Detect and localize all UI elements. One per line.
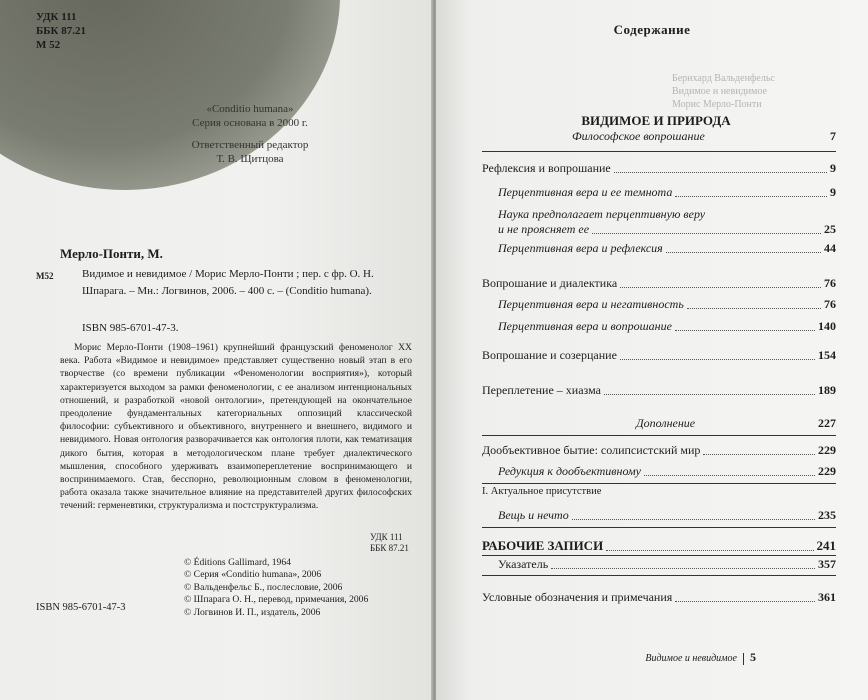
editor-name: Т. В. Щитцова — [216, 153, 284, 165]
toc-entry-label: Переплетение – хиазма — [482, 383, 601, 397]
toc-entry-label: Вопрошание и созерцание — [482, 348, 617, 362]
toc-entry-label: Дополнение — [636, 416, 696, 430]
toc-entry[interactable] — [498, 185, 836, 200]
divider — [482, 435, 836, 436]
copyright-line: © Шпарага О. Н., перевод, примечания, 2006 — [184, 594, 369, 606]
toc-entry-page: 140 — [818, 319, 836, 333]
toc-entry-label: Перцептивная вера и ее темнота — [498, 185, 673, 199]
bbk-line: ББК 87.21 — [36, 25, 87, 37]
running-title: Видимое и невидимое — [645, 653, 737, 664]
abstract-text: Морис Мерло-Понти (1908–1961) крупнейший французский феноменолог XX века. Работа «Видимое и невидимое» представляет существенно новый этап в его творчестве (со времени публикации «Феноменологии восприятия»), который характеризуется выходом за рамки феноменологии, с ее анализом интенциональных отношений, и разработкой «новой онтологии», претендующей на окончательное преодоление фундаментальных категориальных оппозиций классической философии: субъективного и объективного, внутреннего и внешнего, видимого и невидимого. Новая онтология разворачивается как онтология плоти, как тематизация дикого бытия, которая в методологическом плане требует диалектического мышления, способного удерживать взаимопереплетение воспринимающего и воспринимаемого. Став, бесспорно, революционным словом в феноменологии, работа оказала также значительное влияние на представителей других философских течений: герменевтики, структурализма и постструктурализма. — [60, 342, 412, 512]
toc-entry[interactable] — [482, 161, 836, 176]
toc-entry-page: 9 — [830, 185, 836, 199]
ghost-line: Видимое и невидимое — [672, 86, 767, 97]
toc-entry-page: 76 — [824, 297, 836, 311]
toc-entry-label: Наука предполагает перцептивную веру — [498, 207, 706, 221]
toc-entry-page: 154 — [818, 348, 836, 362]
toc-entry[interactable] — [482, 348, 836, 363]
toc-entry-page: 9 — [830, 161, 836, 175]
toc-entry[interactable] — [636, 416, 836, 431]
toc-entry-label: РАБОЧИЕ ЗАПИСИ — [482, 538, 604, 553]
toc-entry[interactable] — [498, 464, 836, 479]
copyright-line: © Серия «Conditio humana», 2006 — [184, 569, 322, 581]
divider — [482, 151, 836, 152]
divider — [482, 483, 836, 484]
editor-role: Ответственный редактор — [191, 139, 309, 151]
toc-entry[interactable] — [498, 557, 836, 572]
toc-entry-page: 25 — [824, 222, 836, 236]
footer-separator — [743, 653, 744, 665]
toc-entry[interactable] — [482, 486, 836, 497]
leader-dots — [606, 550, 813, 551]
isbn-line: ISBN 985-6701-47-3. — [82, 322, 179, 334]
leader-dots — [666, 252, 821, 253]
toc-entry-label: и не проясняет ее — [498, 222, 590, 236]
toc-entry-page: 227 — [818, 416, 836, 430]
part-title: ВИДИМОЕ И ПРИРОДА — [581, 113, 731, 128]
author-heading: Мерло-Понти, М. — [60, 246, 163, 261]
copyright-list — [184, 557, 424, 619]
right-page — [436, 0, 868, 700]
toc-entry-label: Перцептивная вера и вопрошание — [498, 319, 672, 333]
author-code-line: М 52 — [36, 39, 61, 51]
leader-dots — [703, 454, 815, 455]
toc-entry-label: Перцептивная вера и негативность — [498, 297, 684, 311]
toc-entry-page: 361 — [818, 590, 836, 604]
toc-entry-label: Вопрошание и диалектика — [482, 276, 618, 290]
ghost-line: Бернхард Вальденфельс — [672, 73, 775, 84]
toc-entry-page: 241 — [816, 538, 836, 553]
toc-entry-page: 44 — [824, 241, 836, 255]
udk-block — [36, 10, 86, 52]
toc-entry-label: Перцептивная вера и рефлексия — [498, 241, 663, 255]
copyright-line: © Логвинов И. П., издатель, 2006 — [184, 606, 321, 618]
udk-small — [370, 532, 409, 554]
toc-entry-label: Вещь и нечто — [498, 508, 569, 522]
left-page — [0, 0, 433, 700]
toc-entry[interactable] — [482, 383, 836, 398]
divider — [482, 575, 836, 576]
leader-dots — [675, 601, 815, 602]
udk-small-line: УДК 111 — [370, 532, 403, 542]
toc-entry[interactable] — [498, 297, 836, 312]
leader-dots — [614, 172, 827, 173]
divider — [482, 527, 836, 528]
leader-dots — [592, 233, 821, 234]
toc-entry[interactable] — [498, 222, 836, 237]
catalog-code: М52 — [36, 271, 54, 281]
leader-dots — [620, 359, 815, 360]
toc-entry-label: Указатель — [498, 557, 549, 571]
series-name: «Conditio humana» — [206, 103, 294, 115]
toc-entry-page: 229 — [818, 443, 836, 457]
toc-entry[interactable] — [498, 207, 836, 222]
toc-entry[interactable] — [482, 538, 836, 554]
series-block — [150, 102, 350, 166]
leader-dots — [551, 568, 815, 569]
leader-dots — [572, 519, 815, 520]
toc-entry[interactable] — [482, 276, 836, 291]
bbk-small-line: ББК 87.21 — [370, 543, 409, 553]
divider — [482, 555, 836, 556]
ghost-line: Морис Мерло-Понти — [672, 99, 762, 110]
bibliographic-entry: Видимое и невидимое / Морис Мерло-Понти ; пер. с фр. О. Н. Шпарага. – Мн.: Логвинов, 2006. – 400 с. – (Conditio humana). — [82, 268, 374, 297]
toc-entry-page: 76 — [824, 276, 836, 290]
toc-entry[interactable] — [482, 590, 836, 605]
bleed-through-text — [672, 72, 775, 111]
toc-entry[interactable] — [482, 443, 836, 458]
toc-entry-label: I. Актуальное присутствие — [482, 486, 602, 497]
toc-entry[interactable] — [498, 319, 836, 334]
copyright-line: © Éditions Gallimard, 1964 — [184, 557, 291, 568]
toc-entry[interactable] — [498, 241, 836, 256]
series-founded: Серия основана в 2000 г. — [192, 117, 308, 129]
toc-entry[interactable] — [498, 508, 836, 523]
leader-dots — [620, 287, 821, 288]
toc-entry-label: Условные обозначения и примечания — [482, 590, 673, 604]
toc-entry-page: 235 — [818, 508, 836, 522]
page-number: 5 — [750, 650, 756, 664]
leader-dots — [675, 196, 827, 197]
leader-dots — [675, 330, 815, 331]
leader-dots — [687, 308, 821, 309]
toc-entry-label: Рефлексия и вопрошание — [482, 161, 611, 175]
toc-entry-page: 357 — [818, 557, 836, 571]
udk-line: УДК 111 — [36, 11, 77, 23]
leader-dots — [604, 394, 815, 395]
toc-title: Содержание — [613, 22, 691, 37]
page-footer — [536, 650, 756, 665]
toc-entry-label: Дообъективное бытие: солипсистский мир — [482, 443, 701, 457]
toc-entry-page: 189 — [818, 383, 836, 397]
copyright-line: © Вальденфельс Б., послесловие, 2006 — [184, 581, 343, 593]
toc-entry-label: Философское вопрошание — [572, 129, 705, 143]
isbn-bottom: ISBN 985-6701-47-3 — [36, 602, 126, 613]
toc-entry[interactable] — [572, 129, 836, 144]
leader-dots — [644, 475, 815, 476]
toc-entry-page: 7 — [830, 129, 836, 143]
toc-entry-page: 229 — [818, 464, 836, 478]
toc-entry-label: Редукция к дообъективному — [498, 464, 641, 478]
